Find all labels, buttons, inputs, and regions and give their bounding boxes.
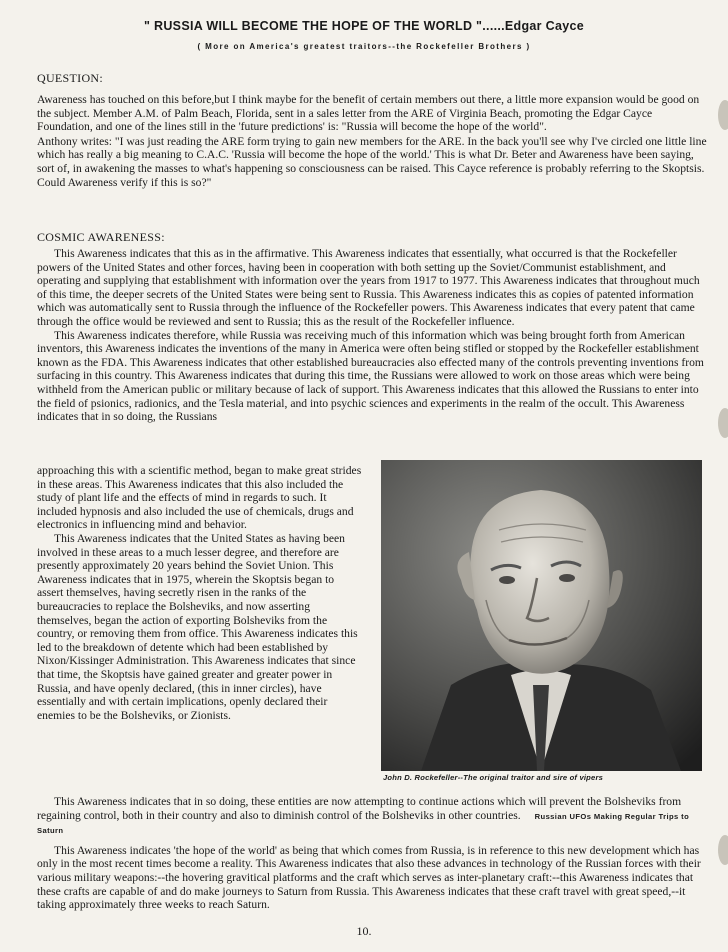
- answer-paragraph: This Awareness indicates 'the hope of the world' as being that which comes from Russia, is in reference to this new development which has only in the most recent times become a reality. This Awareness indicates that also these advances in technology of the Russian forces with their various military weapons:--the hovering gravitical platforms and the craft which serves as inter-planetary craft:--this Awareness indicates that these crafts are capable of and do make journeys to Saturn from Russia. This Awareness indicates that these craft travel with great speed,--it taking approximately three weeks to reach Saturn.: [37, 843, 701, 912]
- scan-hole-mark: [718, 100, 728, 130]
- article-title: " RUSSIA WILL BECOME THE HOPE OF THE WORLD "......Edgar Cayce: [144, 19, 584, 33]
- answer-paragraph: This Awareness indicates that the United States as having been involved in these areas to a much lesser degree, and therefore are presently approximately 20 years behind the Soviet Union. This Awareness indicates that in 1975, wherein the Skoptsis began to assert themselves, having secretly risen in the ranks of the bureaucracies to replace the Bolsheviks, and now asserting themselves, began the action of exporting Bolsheviks from the country, or removing them from office. This Awareness indicates this led to the breakdown of detente which had been established by Nixon/Kissinger Administration. This Awareness indicates that since that time, the Skoptsis have gained greater and greater power in Russia, and have openly declared, (this in inner circles), have essentially and with certain implications, openly declared their enemies to be the Bolsheviks, or Zionists.: [37, 531, 358, 722]
- scan-hole-mark: [718, 408, 728, 438]
- page-number: 10.: [356, 924, 372, 938]
- question-body: [37, 93, 709, 189]
- answer-paragraph: [37, 795, 709, 838]
- photo-caption: John D. Rockefeller--The original traitor and sire of vipers: [383, 773, 604, 782]
- question-paragraph: Awareness has touched on this before,but I think maybe for the benefit of certain members out there, a little more expansion would be good on the subject. Member A.M. of Palm Beach, Florida, sent in a sales letter from the ARE of Virginia Beach, promoting the Edgar Cayce Foundation, and one of the lines still in the 'future predictions' is: "Russia will become the hope of the world".: [37, 93, 700, 134]
- answer-body: [37, 247, 709, 424]
- answer-column: [37, 464, 363, 722]
- scan-hole-mark: [718, 835, 728, 865]
- answer-paragraph: This Awareness indicates therefore, while Russia was receiving much of this information which was being brought forth from American inventors, this Awareness indicates the inventions of the many in America were often being stifled or stopped by the Rockefeller establishment known as the FDA. This Awareness indicates that other established bureaucracies also effected many of the controls preventing inventions from surfacing in this country. This Awareness indicates that during this time, the Russians were allowed to work on those areas which were being withheld from the American public or military because of lack of support. This Awareness indicates that this allowed the Russians to enter into the field of psionics, radionics, and the Tesla material, and into psychic sciences and experiments in the realm of the occult. This Awareness indicates that in so doing, the Russians: [37, 328, 704, 424]
- answer-paragraph: This Awareness indicates that this as in the affirmative. This Awareness indicates that essentially, what occurred is that the Rockefeller powers of the United States and other forces, having been in cooperation with both setting up the Soviet/Communist establishment, and operating and supplying that establishment with information over the years from 1917 to 1977. This Awareness indicates that throughout much of this time, the deeper secrets of the United States were being sent to Russia. This Awareness indicates this as copies of patented information which was automatically sent to Russia through the influence of the Rockefeller powers. This Awareness indicates that every patent that came through the office would be reviewed and sent to Russia; this as the result of the Rockefeller influence.: [37, 247, 700, 328]
- question-heading: QUESTION:: [37, 71, 104, 85]
- rockefeller-photo: [381, 460, 702, 771]
- answer-heading: COSMIC AWARENESS:: [37, 230, 165, 244]
- answer-lower-body: [37, 795, 709, 912]
- answer-paragraph-text: This Awareness indicates that in so doing, these entities are now attempting to continue actions which will prevent the Bolsheviks from regaining control, both in their country and also to diminish control of the Bolsheviks in other countries.: [37, 795, 682, 822]
- portrait-illustration: [381, 460, 702, 771]
- question-paragraph: Anthony writes: "I was just reading the ARE form trying to gain new members for the ARE. In the back you'll see why I've circled one little line which has really a big meaning to C.A.C. 'Russia will become the hope of the world.' This is what Dr. Beter and Awareness have been saying, sort of, in awakening the masses to what's happening so consciousness can be raised. This Cayce reference is probably referring to the Skoptsis. Could Awareness verify if this is so?": [37, 134, 707, 189]
- article-subtitle: ( More on America's greatest traitors--the Rockefeller Brothers ): [197, 42, 531, 51]
- answer-paragraph: approaching this with a scientific method, began to make great strides in these areas. This Awareness indicates that this also included the study of plant life and the effects of mind in regards to such. It included hypnosis and also included the use of chemicals, drugs and electronics in influencing mind and behavior.: [37, 464, 362, 532]
- section-subheading: Russian UFOs Making Regular Trips to Saturn: [37, 811, 690, 836]
